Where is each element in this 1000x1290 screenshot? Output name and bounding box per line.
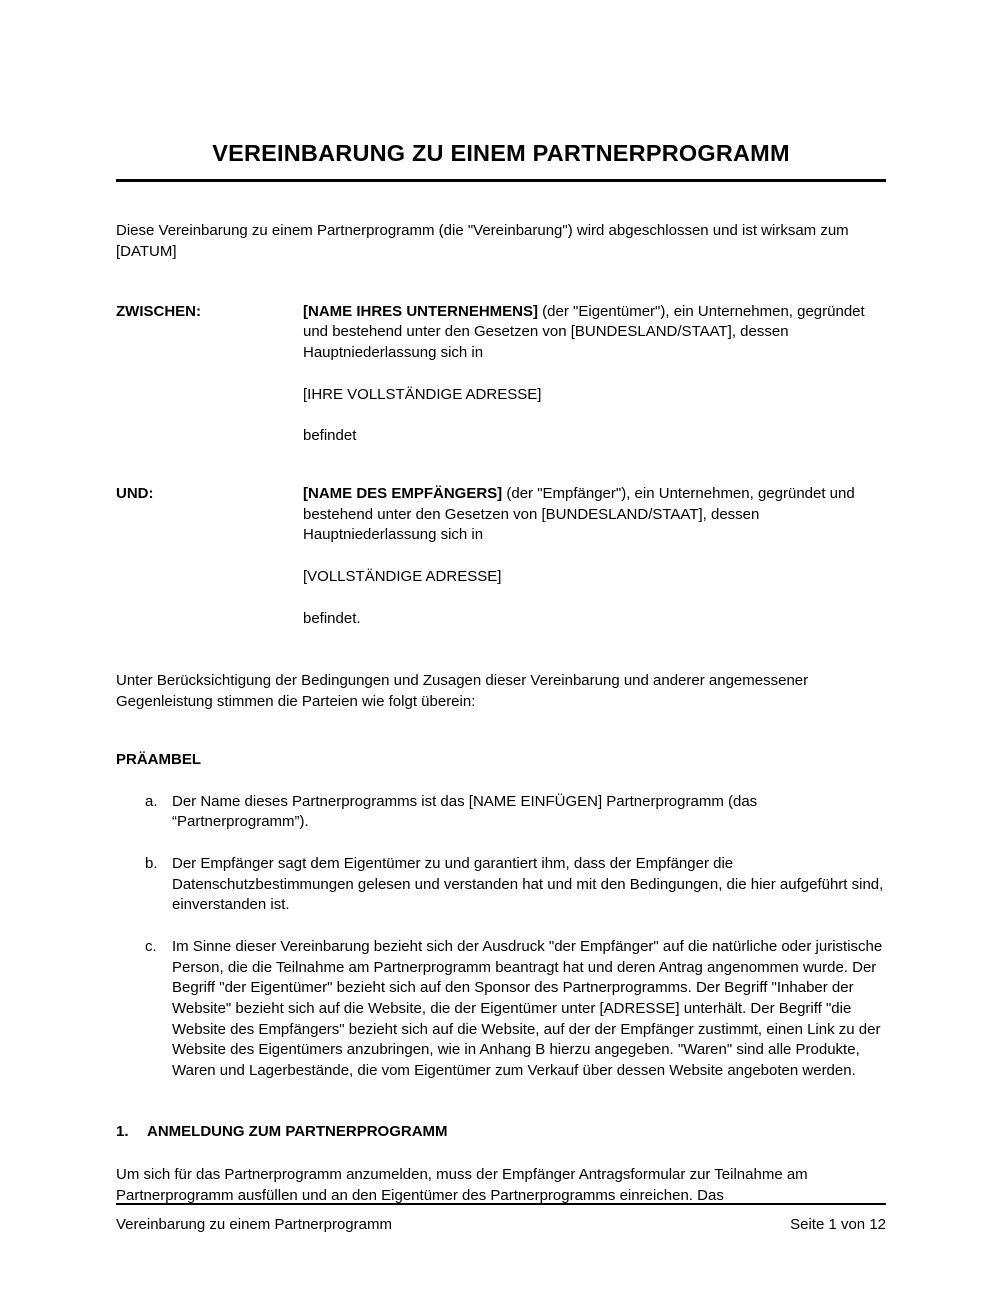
intro-paragraph: Diese Vereinbarung zu einem Partnerprogramm (die "Vereinbarung") wird abgeschlossen und ist wirksam zum [DATUM] bbox=[116, 222, 849, 260]
party-owner-address: [IHRE VOLLSTÄNDIGE ADRESSE] bbox=[303, 385, 542, 403]
section-one-number: 1. bbox=[116, 1122, 129, 1140]
preamble-heading: PRÄAMBEL bbox=[116, 750, 201, 768]
party-recipient-name: [NAME DES EMPFÄNGERS] bbox=[303, 485, 503, 502]
section-one-paragraph: Um sich für das Partnerprogramm anzumelden, muss der Empfänger Antragsformular zur Teilnahme am Partnerprogramm ausfüllen und an den Eigentümer des Partnerprogramms einreichen. Das bbox=[116, 1166, 808, 1205]
parties-block bbox=[116, 302, 886, 630]
list-item-marker: c. bbox=[145, 937, 157, 955]
section-one-heading bbox=[116, 1082, 886, 1143]
list-item bbox=[116, 771, 886, 833]
list-item-text: Der Name dieses Partnerprogramms ist das [NAME EINFÜGEN] Partnerprogramm (das “Partnerprogramm”). bbox=[172, 792, 758, 831]
party-recipient-label: UND: bbox=[116, 485, 154, 502]
party-owner-closing: befindet bbox=[303, 427, 357, 445]
list-item-text: Im Sinne dieser Vereinbarung bezieht sich der Ausdruck "der Empfänger" auf die natürliche oder juristische Person, die die Teilnahme am Partnerprogramm beantragt hat und deren Antrag angenommen wurde. Der Begriff "der Eigentümer" bezieht sich auf den Sponsor des Partnerprogramms. Der Begriff "Inhaber der Website" bezieht sich auf die Website, die der Eigentümer unter [ADRESSE] unterhält. Der Begriff "die Website des Empfängers" bezieht sich auf die Website, auf der der Empfänger zustimmt, einen Link zu der Website des Eigentümers anzubringen, wie in Anhang B hierzu angegeben. "Waren" sind alle Produkte, Waren und Lagerbestände, die vom Eigentümer zum Verkauf über dessen Website angeboten werden. bbox=[172, 937, 883, 1080]
party-recipient-row bbox=[116, 484, 886, 629]
section-one-title: ANMELDUNG ZUM PARTNERPROGRAMM bbox=[147, 1122, 448, 1140]
footer-row bbox=[116, 1205, 886, 1235]
page-footer bbox=[116, 1203, 886, 1235]
party-owner-identification bbox=[303, 302, 886, 364]
footer-document-name: Vereinbarung zu einem Partnerprogramm bbox=[116, 1216, 392, 1233]
party-owner-body bbox=[303, 302, 886, 447]
preamble-list bbox=[116, 771, 886, 1082]
party-recipient-description: (der "Empfänger"), ein Unternehmen, gegründet und bestehend unter den Gesetzen von [BUNDESLAND/STAAT], dessen Hauptniederlassung sich in bbox=[303, 485, 855, 544]
party-owner-name: [NAME IHRES UNTERNEHMENS] bbox=[303, 302, 539, 320]
list-item bbox=[116, 916, 886, 1082]
document-content bbox=[116, 0, 886, 1207]
list-item bbox=[116, 833, 886, 916]
footer-page-number: Seite 1 von 12 bbox=[790, 1216, 886, 1233]
party-recipient-identification bbox=[303, 484, 886, 546]
party-owner-row bbox=[116, 302, 886, 447]
party-owner-description: (der "Eigentümer"), ein Unternehmen, gegründet und bestehend unter den Gesetzen von [BUNDESLAND/STAAT], dessen Hauptniederlassung sich in bbox=[303, 302, 865, 361]
page-title: VEREINBARUNG ZU EINEM PARTNERPROGRAMM bbox=[212, 140, 790, 166]
party-recipient-body bbox=[303, 484, 886, 629]
list-item-marker: b. bbox=[145, 854, 158, 872]
party-recipient-address: [VOLLSTÄNDIGE ADRESSE] bbox=[303, 568, 502, 586]
party-owner-label: ZWISCHEN: bbox=[116, 302, 201, 320]
list-item-text: Der Empfänger sagt dem Eigentümer zu und garantiert ihm, dass der Empfänger die Datenschutzbestimmungen gelesen und verstanden hat und mit den Bedingungen, die hier aufgeführt sind, einverstanden ist. bbox=[172, 854, 884, 914]
recital-paragraph: Unter Berücksichtigung der Bedingungen und Zusagen dieser Vereinbarung und anderer angemessener Gegenleistung stimmen die Parteien wie folgt überein: bbox=[116, 672, 809, 711]
party-recipient-closing: befindet. bbox=[303, 609, 361, 627]
title-divider bbox=[116, 179, 886, 182]
list-item-marker: a. bbox=[145, 792, 158, 810]
